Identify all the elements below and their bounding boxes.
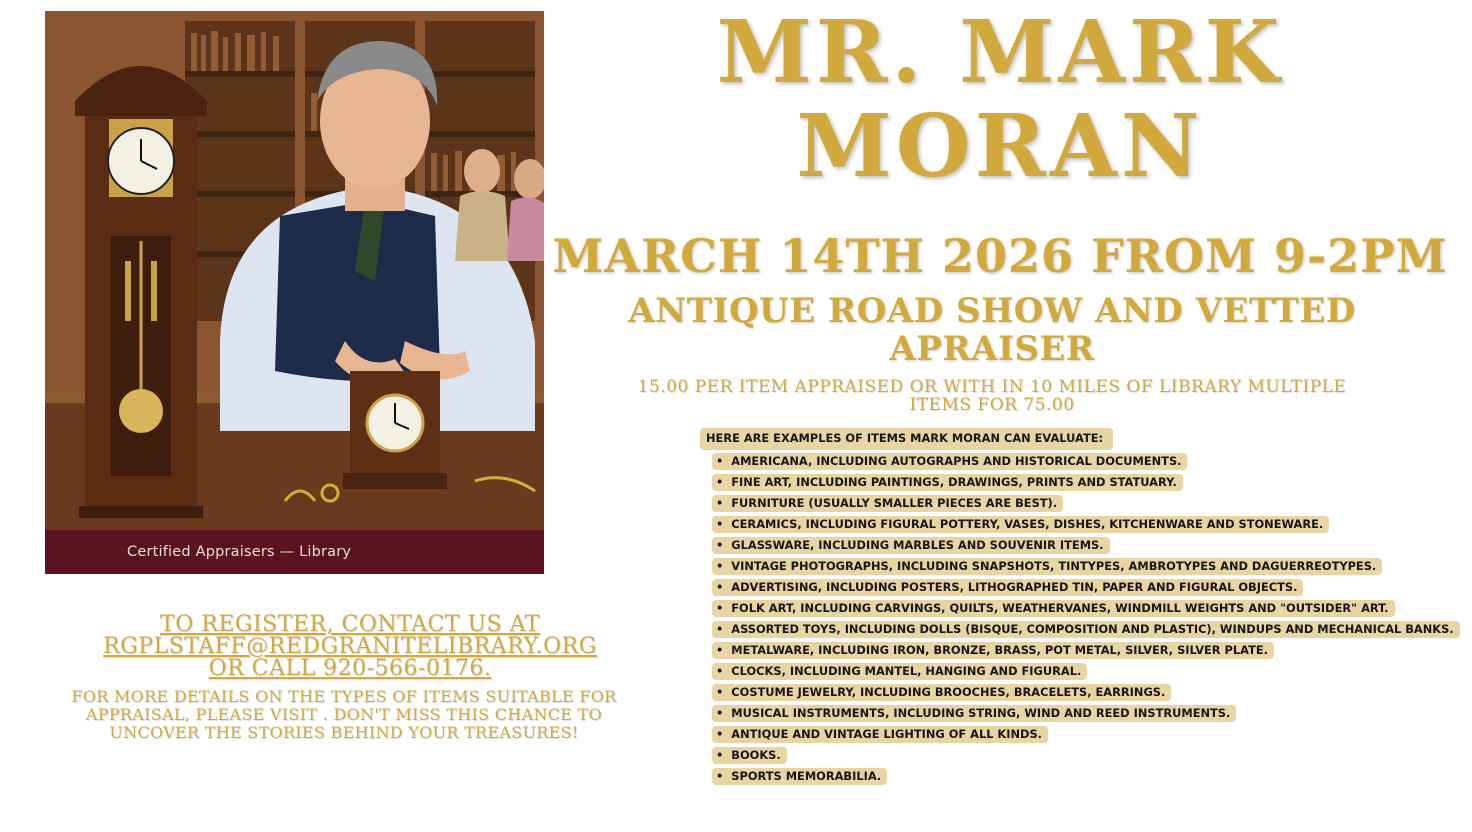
event-date: MARCH 14TH 2026 FROM 9-2PM xyxy=(552,229,1448,283)
list-item-text: • ASSORTED TOYS, INCLUDING DOLLS (BISQUE, COMPOSITION AND PLASTIC), WINDUPS AND MECHANICAL BANKS. xyxy=(712,621,1460,638)
list-item-text: • VINTAGE PHOTOGRAPHS, INCLUDING SNAPSHOTS, TINTYPES, AMBROTYPES AND DAGUERREOTYPES. xyxy=(712,558,1382,575)
list-item xyxy=(712,704,1470,723)
list-item-text: • FINE ART, INCLUDING PAINTINGS, DRAWINGS, PRINTS AND STATUARY. xyxy=(712,474,1183,491)
appraiser-scene-graphic xyxy=(45,11,544,574)
list-item-text: • SPORTS MEMORABILIA. xyxy=(712,768,887,785)
list-item xyxy=(712,683,1470,702)
examples-section xyxy=(700,428,1470,786)
list-item xyxy=(712,662,1470,681)
list-item xyxy=(712,641,1470,660)
list-item-text: • FURNITURE (USUALLY SMALLER PIECES ARE BEST). xyxy=(712,495,1063,512)
list-item xyxy=(712,620,1470,639)
contact-block xyxy=(40,614,660,680)
presenter-name: MR. MARK MORAN xyxy=(716,2,1284,197)
list-item-text: • CERAMICS, INCLUDING FIGURAL POTTERY, VASES, DISHES, KITCHENWARE AND STONEWARE. xyxy=(712,516,1329,533)
appraiser-illustration xyxy=(45,11,544,574)
details-text: FOR MORE DETAILS ON THE TYPES OF ITEMS SUITABLE FOR APPRAISAL, PLEASE VISIT . DON'T MISS THIS CHANCE TO UNCOVER THE STORIES BEHIND YOUR TREASURES! xyxy=(71,687,617,742)
list-item-text: • COSTUME JEWELRY, INCLUDING BROOCHES, BRACELETS, EARRINGS. xyxy=(712,684,1171,701)
pricing-info: 15.00 PER ITEM APPRAISED OR WITH IN 10 MILES OF LIBRARY MULTIPLE ITEMS FOR 75.00 xyxy=(637,377,1347,415)
contact-line: TO REGISTER, CONTACT US AT xyxy=(160,612,540,637)
list-item-text: • GLASSWARE, INCLUDING MARBLES AND SOUVENIR ITEMS. xyxy=(712,537,1110,554)
list-item xyxy=(712,473,1470,492)
contact-phone[interactable]: OR CALL 920-566-0176. xyxy=(208,656,492,681)
list-item-text: • ANTIQUE AND VINTAGE LIGHTING OF ALL KINDS. xyxy=(712,726,1048,743)
list-item xyxy=(712,746,1470,765)
list-item-text: • BOOKS. xyxy=(712,747,787,764)
list-item-text: • CLOCKS, INCLUDING MANTEL, HANGING AND FIGURAL. xyxy=(712,663,1087,680)
list-item xyxy=(712,557,1470,576)
list-item xyxy=(712,599,1470,618)
list-item-text: • MUSICAL INSTRUMENTS, INCLUDING STRING, WIND AND REED INSTRUMENTS. xyxy=(712,705,1236,722)
list-item-text: • METALWARE, INCLUDING IRON, BRONZE, BRASS, POT METAL, SILVER, SILVER PLATE. xyxy=(712,642,1274,659)
caption-bar xyxy=(45,530,544,574)
list-item-text: • AMERICANA, INCLUDING AUTOGRAPHS AND HISTORICAL DOCUMENTS. xyxy=(712,453,1187,470)
list-item-text: • FOLK ART, INCLUDING CARVINGS, QUILTS, WEATHERVANES, WINDMILL WEIGHTS AND "OUTSIDER" ART. xyxy=(712,600,1395,617)
list-item xyxy=(712,725,1470,744)
examples-intro: HERE ARE EXAMPLES OF ITEMS MARK MORAN CAN EVALUATE: xyxy=(700,428,1113,450)
examples-list xyxy=(700,452,1470,786)
list-item xyxy=(712,515,1470,534)
list-item xyxy=(712,578,1470,597)
list-item xyxy=(712,536,1470,555)
list-item-text: • ADVERTISING, INCLUDING POSTERS, LITHOGRAPHED TIN, PAPER AND FIGURAL OBJECTS. xyxy=(712,579,1303,596)
list-item xyxy=(712,767,1470,786)
list-item xyxy=(712,494,1470,513)
illustration-caption: Certified Appraisers — Library xyxy=(127,544,352,560)
contact-email-link[interactable]: RGPLSTAFF@REDGRANITELIBRARY.ORG xyxy=(103,634,597,659)
list-item xyxy=(712,452,1470,471)
event-subtitle: ANTIQUE ROAD SHOW AND VETTED APRAISER xyxy=(628,291,1356,369)
